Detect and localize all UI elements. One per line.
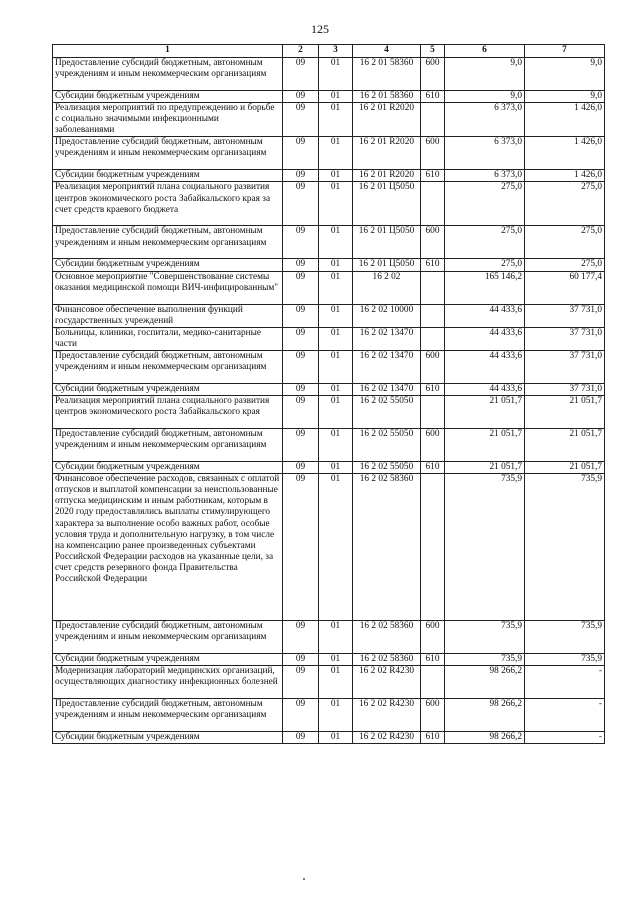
table-row: [53, 304, 605, 327]
row-expense-type: 610: [421, 462, 445, 474]
row-amount-2: 1 426,0: [525, 103, 605, 137]
row-target-article: 16 2 02 58360: [353, 654, 421, 666]
row-section: 09: [283, 350, 319, 383]
row-name: Субсидии бюджетным учреждениям: [53, 259, 283, 271]
row-name: Предоставление субсидий бюджетным, автономным учреждениям и иным некоммерческим организациям: [53, 350, 283, 383]
row-target-article: 16 2 02 13470: [353, 350, 421, 383]
row-section: 09: [283, 699, 319, 732]
row-name: Предоставление субсидий бюджетным, автономным учреждениям и иным некоммерческим организациям: [53, 429, 283, 462]
table-row: [53, 474, 605, 621]
col-header-2: 2: [283, 45, 319, 58]
row-expense-type: 600: [421, 137, 445, 170]
row-section: 09: [283, 654, 319, 666]
row-section: 09: [283, 327, 319, 350]
row-expense-type: 600: [421, 58, 445, 91]
row-expense-type: [421, 474, 445, 621]
row-expense-type: 600: [421, 350, 445, 383]
row-target-article: 16 2 02 58360: [353, 474, 421, 621]
row-subsection: 01: [319, 654, 353, 666]
row-section: 09: [283, 429, 319, 462]
row-name: Финансовое обеспечение расходов, связанных с оплатой отпусков и выплатой компенсации за неиспользованные отпуска медицинским и иным работникам, которым в 2020 году предоставлялись выплаты стимулирующего характера за выполнение особо важных работ, особые условия труда и дополнительную нагрузку, в том числе на компенсацию ранее произведенных субъектами Российской Федерации расходов на указанные цели, за счет средств резервного фонда Правительства Российской Федерации: [53, 474, 283, 621]
row-subsection: 01: [319, 103, 353, 137]
row-subsection: 01: [319, 396, 353, 429]
row-amount-2: 21 051,7: [525, 396, 605, 429]
row-amount-1: 275,0: [445, 259, 525, 271]
col-header-5: 5: [421, 45, 445, 58]
row-target-article: 16 2 02 58360: [353, 621, 421, 654]
table-row: [53, 182, 605, 226]
row-name: Реализация мероприятий плана социального развития центров экономического роста Забайкальского края: [53, 396, 283, 429]
row-name: Субсидии бюджетным учреждениям: [53, 383, 283, 395]
row-subsection: 01: [319, 699, 353, 732]
row-amount-2: -: [525, 699, 605, 732]
row-amount-1: 21 051,7: [445, 396, 525, 429]
table-row: [53, 58, 605, 91]
table-row: [53, 383, 605, 395]
row-expense-type: 600: [421, 429, 445, 462]
row-section: 09: [283, 91, 319, 103]
row-amount-2: 275,0: [525, 226, 605, 259]
table-row: [53, 91, 605, 103]
row-subsection: 01: [319, 226, 353, 259]
row-expense-type: [421, 396, 445, 429]
row-name: Субсидии бюджетным учреждениям: [53, 170, 283, 182]
row-expense-type: [421, 304, 445, 327]
row-name: Субсидии бюджетным учреждениям: [53, 732, 283, 744]
row-amount-2: -: [525, 732, 605, 744]
row-amount-1: 9,0: [445, 91, 525, 103]
row-expense-type: 610: [421, 383, 445, 395]
table-row: [53, 699, 605, 732]
row-name: Предоставление субсидий бюджетным, автономным учреждениям и иным некоммерческим организациям: [53, 58, 283, 91]
row-target-article: 16 2 02 R4230: [353, 699, 421, 732]
row-amount-1: 6 373,0: [445, 170, 525, 182]
row-name: Финансовое обеспечение выполнения функций государственных учреждений: [53, 304, 283, 327]
row-subsection: 01: [319, 91, 353, 103]
row-name: Предоставление субсидий бюджетным, автономным учреждениям и иным некоммерческим организациям: [53, 137, 283, 170]
row-target-article: 16 2 02 10000: [353, 304, 421, 327]
row-amount-1: 44 433,6: [445, 350, 525, 383]
row-amount-1: 6 373,0: [445, 103, 525, 137]
row-target-article: 16 2 02 R4230: [353, 666, 421, 699]
row-amount-2: 37 731,0: [525, 304, 605, 327]
col-header-4: 4: [353, 45, 421, 58]
row-name: Предоставление субсидий бюджетным, автономным учреждениям и иным некоммерческим организациям: [53, 621, 283, 654]
table-row: [53, 732, 605, 744]
row-section: 09: [283, 383, 319, 395]
row-section: 09: [283, 621, 319, 654]
row-amount-1: 6 373,0: [445, 137, 525, 170]
row-section: 09: [283, 271, 319, 304]
row-section: 09: [283, 137, 319, 170]
row-amount-1: 44 433,6: [445, 383, 525, 395]
table-row: [53, 462, 605, 474]
row-amount-2: 275,0: [525, 259, 605, 271]
col-header-6: 6: [445, 45, 525, 58]
row-expense-type: 610: [421, 732, 445, 744]
row-name: Модернизация лабораторий медицинских организаций, осуществляющих диагностику инфекционных болезней: [53, 666, 283, 699]
row-amount-1: 735,9: [445, 621, 525, 654]
row-subsection: 01: [319, 621, 353, 654]
row-name: Предоставление субсидий бюджетным, автономным учреждениям и иным некоммерческим организациям: [53, 226, 283, 259]
budget-table: [52, 44, 605, 744]
row-amount-1: 21 051,7: [445, 429, 525, 462]
row-subsection: 01: [319, 137, 353, 170]
row-section: 09: [283, 170, 319, 182]
row-target-article: 16 2 01 Ц5050: [353, 259, 421, 271]
row-target-article: 16 2 02 13470: [353, 327, 421, 350]
row-name: Реализация мероприятий по предупреждению и борьбе с социально значимыми инфекционными заболеваниями: [53, 103, 283, 137]
row-target-article: 16 2 01 58360: [353, 58, 421, 91]
row-expense-type: [421, 271, 445, 304]
row-amount-2: 9,0: [525, 91, 605, 103]
row-amount-2: 1 426,0: [525, 137, 605, 170]
row-subsection: 01: [319, 474, 353, 621]
table-row: [53, 259, 605, 271]
row-amount-2: 21 051,7: [525, 429, 605, 462]
row-target-article: 16 2 02 55050: [353, 462, 421, 474]
row-expense-type: [421, 666, 445, 699]
row-target-article: 16 2 02: [353, 271, 421, 304]
row-section: 09: [283, 182, 319, 226]
table-row: [53, 271, 605, 304]
row-expense-type: 610: [421, 91, 445, 103]
row-name: Субсидии бюджетным учреждениям: [53, 654, 283, 666]
row-amount-1: 44 433,6: [445, 327, 525, 350]
row-expense-type: [421, 103, 445, 137]
row-expense-type: [421, 182, 445, 226]
row-target-article: 16 2 01 58360: [353, 91, 421, 103]
row-section: 09: [283, 304, 319, 327]
row-amount-2: 37 731,0: [525, 327, 605, 350]
row-expense-type: 600: [421, 226, 445, 259]
page-number: 125: [311, 22, 329, 36]
row-section: 09: [283, 462, 319, 474]
col-header-7: 7: [525, 45, 605, 58]
row-subsection: 01: [319, 732, 353, 744]
table-row: [53, 170, 605, 182]
row-expense-type: 600: [421, 699, 445, 732]
table-row: [53, 137, 605, 170]
row-section: 09: [283, 226, 319, 259]
row-target-article: 16 2 02 13470: [353, 383, 421, 395]
row-expense-type: 610: [421, 170, 445, 182]
table-row: [53, 350, 605, 383]
row-subsection: 01: [319, 58, 353, 91]
row-target-article: 16 2 01 Ц5050: [353, 226, 421, 259]
row-target-article: 16 2 01 R2020: [353, 137, 421, 170]
row-section: 09: [283, 732, 319, 744]
row-section: 09: [283, 666, 319, 699]
row-amount-2: 60 177,4: [525, 271, 605, 304]
row-expense-type: [421, 327, 445, 350]
table-body: [53, 58, 605, 744]
row-name: Субсидии бюджетным учреждениям: [53, 91, 283, 103]
row-subsection: 01: [319, 429, 353, 462]
row-name: Основное мероприятие "Совершенствование системы оказания медицинской помощи ВИЧ-инфицированным": [53, 271, 283, 304]
row-expense-type: 600: [421, 621, 445, 654]
header-row: [53, 45, 605, 58]
row-section: 09: [283, 474, 319, 621]
row-amount-1: 9,0: [445, 58, 525, 91]
table-row: [53, 396, 605, 429]
row-section: 09: [283, 259, 319, 271]
row-amount-2: 1 426,0: [525, 170, 605, 182]
row-section: 09: [283, 58, 319, 91]
row-amount-1: 275,0: [445, 182, 525, 226]
row-subsection: 01: [319, 259, 353, 271]
row-subsection: 01: [319, 383, 353, 395]
row-amount-2: 21 051,7: [525, 462, 605, 474]
row-amount-2: 735,9: [525, 474, 605, 621]
row-subsection: 01: [319, 350, 353, 383]
row-amount-2: 37 731,0: [525, 383, 605, 395]
row-target-article: 16 2 02 55050: [353, 429, 421, 462]
row-amount-2: 275,0: [525, 182, 605, 226]
table-row: [53, 429, 605, 462]
row-amount-1: 98 266,2: [445, 699, 525, 732]
table-row: [53, 226, 605, 259]
row-amount-1: 275,0: [445, 226, 525, 259]
row-amount-2: 735,9: [525, 654, 605, 666]
row-subsection: 01: [319, 462, 353, 474]
row-name: Реализация мероприятий плана социального развития центров экономического роста Забайкальского края за счет средств краевого бюджета: [53, 182, 283, 226]
row-amount-2: 9,0: [525, 58, 605, 91]
table-row: [53, 654, 605, 666]
row-amount-1: 165 146,2: [445, 271, 525, 304]
row-target-article: 16 2 02 55050: [353, 396, 421, 429]
row-subsection: 01: [319, 304, 353, 327]
table-row: [53, 621, 605, 654]
row-name: Больницы, клиники, госпитали, медико-санитарные части: [53, 327, 283, 350]
row-amount-2: 37 731,0: [525, 350, 605, 383]
row-target-article: 16 2 01 R2020: [353, 170, 421, 182]
row-section: 09: [283, 396, 319, 429]
row-amount-1: 735,9: [445, 654, 525, 666]
scan-dot: [303, 878, 305, 880]
row-amount-1: 44 433,6: [445, 304, 525, 327]
row-expense-type: 610: [421, 259, 445, 271]
row-target-article: 16 2 01 Ц5050: [353, 182, 421, 226]
row-subsection: 01: [319, 327, 353, 350]
row-amount-1: 735,9: [445, 474, 525, 621]
row-subsection: 01: [319, 666, 353, 699]
row-name: Предоставление субсидий бюджетным, автономным учреждениям и иным некоммерческим организациям: [53, 699, 283, 732]
row-subsection: 01: [319, 170, 353, 182]
row-amount-1: 98 266,2: [445, 732, 525, 744]
row-amount-2: 735,9: [525, 621, 605, 654]
row-subsection: 01: [319, 182, 353, 226]
row-section: 09: [283, 103, 319, 137]
table-row: [53, 327, 605, 350]
row-expense-type: 610: [421, 654, 445, 666]
col-header-3: 3: [319, 45, 353, 58]
row-amount-1: 21 051,7: [445, 462, 525, 474]
row-amount-2: -: [525, 666, 605, 699]
table-row: [53, 103, 605, 137]
row-amount-1: 98 266,2: [445, 666, 525, 699]
row-target-article: 16 2 02 R4230: [353, 732, 421, 744]
row-name: Субсидии бюджетным учреждениям: [53, 462, 283, 474]
col-header-1: 1: [53, 45, 283, 58]
row-subsection: 01: [319, 271, 353, 304]
row-target-article: 16 2 01 R2020: [353, 103, 421, 137]
table-row: [53, 666, 605, 699]
